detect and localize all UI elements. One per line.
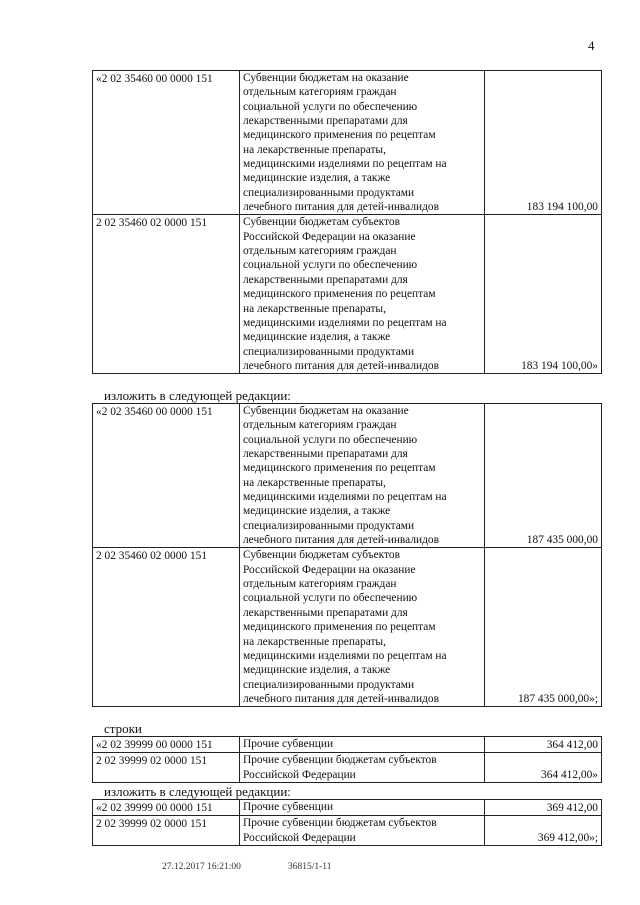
description-line: лечебного питания для детей-инвалидов <box>243 201 439 214</box>
description-line: лечебного питания для детей-инвалидов <box>243 692 439 705</box>
amount-cell: 369 412,00»; <box>485 816 602 846</box>
amount-cell: 364 412,00 <box>485 737 602 753</box>
description-line: социальной услуги по обеспечению <box>243 259 418 272</box>
description-line: Субвенции бюджетам на оказание <box>243 72 409 84</box>
instruction-text: изложить в следующей редакции: <box>104 388 291 403</box>
description-cell <box>240 800 485 816</box>
description-line: медицинскими изделиями по рецептам на <box>243 491 447 504</box>
description-cell <box>240 548 485 707</box>
description-line: медицинские изделия, а также <box>243 172 391 185</box>
instruction-text: строки <box>104 721 142 736</box>
budget-table <box>92 736 602 783</box>
description-line: Прочие субвенции бюджетам субъектов <box>243 817 437 830</box>
amount-cell: 364 412,00» <box>485 753 602 783</box>
budget-code-cell: 2 02 35460 02 0000 151 <box>93 548 240 707</box>
description-line: медицинскими изделиями по рецептам на <box>243 316 447 329</box>
description-line: Российской Федерации <box>243 831 356 844</box>
description-line: Субвенции бюджетам на оказание <box>243 405 409 417</box>
description-cell <box>240 71 485 215</box>
budget-code-cell: «2 02 35460 00 0000 151 <box>93 71 240 215</box>
page-number: 4 <box>588 38 595 53</box>
table-row <box>93 548 602 707</box>
description-line: специализированными продуктами <box>243 519 415 532</box>
description-line: Российской Федерации на оказание <box>243 563 416 576</box>
budget-table <box>92 403 602 707</box>
description-cell <box>240 215 485 374</box>
description-line: медицинские изделия, а также <box>243 664 391 677</box>
table-row <box>93 800 602 816</box>
table-row <box>93 404 602 548</box>
description-line: медицинскими изделиями по рецептам на <box>243 649 447 662</box>
description-line: на лекарственные препараты, <box>243 476 386 489</box>
table-row <box>93 737 602 753</box>
description-line: специализированными продуктами <box>243 186 415 199</box>
description-line: лекарственными препаратами для <box>243 273 408 286</box>
description-line: специализированными продуктами <box>243 678 415 691</box>
footer-timestamp: 27.12.2017 16:21:00 <box>162 862 241 872</box>
description-line: специализированными продуктами <box>243 345 415 358</box>
description-line: Субвенции бюджетам субъектов <box>243 549 400 562</box>
footer-doc-id: 36815/1-11 <box>288 862 332 872</box>
description-line: Российской Федерации <box>243 768 356 781</box>
description-line: Российской Федерации на оказание <box>243 230 416 243</box>
amount-cell: 369 412,00 <box>485 800 602 816</box>
budget-code-cell: «2 02 39999 00 0000 151 <box>93 737 240 753</box>
description-line: Прочие субвенции <box>243 801 334 813</box>
description-line: лекарственными препаратами для <box>243 448 408 461</box>
description-line: отдельным категориям граждан <box>243 419 397 432</box>
budget-code-cell: 2 02 35460 02 0000 151 <box>93 215 240 374</box>
description-line: социальной услуги по обеспечению <box>243 592 418 605</box>
description-line: медицинского применения по рецептам <box>243 129 436 142</box>
description-line: медицинские изделия, а также <box>243 331 391 344</box>
description-line: лекарственными препаратами для <box>243 606 408 619</box>
budget-table <box>92 70 602 374</box>
amount-cell: 183 194 100,00 <box>485 71 602 215</box>
description-line: медицинского применения по рецептам <box>243 288 436 301</box>
description-line: медицинскими изделиями по рецептам на <box>243 158 447 171</box>
description-line: на лекарственные препараты, <box>243 143 386 156</box>
budget-code-cell: 2 02 39999 02 0000 151 <box>93 753 240 783</box>
description-cell <box>240 737 485 753</box>
description-line: лекарственными препаратами для <box>243 115 408 128</box>
budget-table <box>92 799 602 846</box>
description-cell <box>240 753 485 783</box>
amount-cell: 187 435 000,00 <box>485 404 602 548</box>
table-row <box>93 753 602 783</box>
description-line: отдельным категориям граждан <box>243 578 397 591</box>
instruction-text: изложить в следующей редакции: <box>104 784 291 799</box>
budget-code-cell: «2 02 35460 00 0000 151 <box>93 404 240 548</box>
budget-code-cell: 2 02 39999 02 0000 151 <box>93 816 240 846</box>
description-line: социальной услуги по обеспечению <box>243 433 418 446</box>
description-line: социальной услуги по обеспечению <box>243 100 418 113</box>
description-line: на лекарственные препараты, <box>243 302 386 315</box>
description-line: отдельным категориям граждан <box>243 245 397 258</box>
description-line: медицинского применения по рецептам <box>243 621 436 634</box>
description-line: Субвенции бюджетам субъектов <box>243 216 400 229</box>
description-line: Прочие субвенции <box>243 738 334 750</box>
budget-code-cell: «2 02 39999 00 0000 151 <box>93 800 240 816</box>
table-row <box>93 816 602 846</box>
description-line: медицинского применения по рецептам <box>243 462 436 475</box>
table-row <box>93 215 602 374</box>
amount-cell: 187 435 000,00»; <box>485 548 602 707</box>
amount-cell: 183 194 100,00» <box>485 215 602 374</box>
description-line: Прочие субвенции бюджетам субъектов <box>243 754 437 767</box>
description-line: лечебного питания для детей-инвалидов <box>243 534 439 547</box>
description-cell <box>240 404 485 548</box>
description-line: на лекарственные препараты, <box>243 635 386 648</box>
description-line: лечебного питания для детей-инвалидов <box>243 359 439 372</box>
description-line: отдельным категориям граждан <box>243 86 397 99</box>
description-cell <box>240 816 485 846</box>
table-row <box>93 71 602 215</box>
description-line: медицинские изделия, а также <box>243 505 391 518</box>
